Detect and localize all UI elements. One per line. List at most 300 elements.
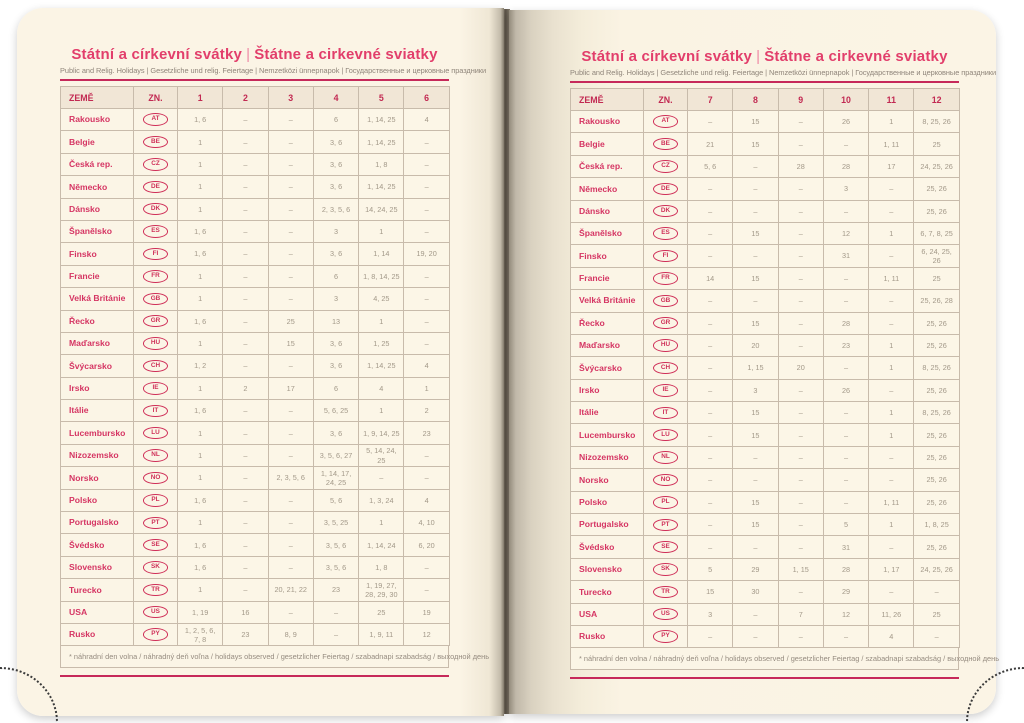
table-row <box>61 332 450 354</box>
holiday-cell: 1, 6 <box>178 400 223 422</box>
holiday-cell: 24, 25, 26 <box>914 155 959 177</box>
holiday-cell: – <box>778 491 823 513</box>
country-code-badge: GB <box>653 295 678 307</box>
holiday-cell: 1, 3, 24 <box>359 489 404 511</box>
country-code-cell <box>644 424 688 446</box>
holiday-cell: – <box>268 400 313 422</box>
country-code-badge: FI <box>143 248 168 260</box>
holiday-cell: – <box>733 178 778 200</box>
holiday-cell: 1 <box>869 424 914 446</box>
country-code-cell <box>134 198 178 220</box>
holiday-cell: – <box>223 355 268 377</box>
country-code-cell <box>644 379 688 401</box>
holiday-cell: 25 <box>914 133 959 155</box>
holiday-cell: 16 <box>223 601 268 623</box>
holiday-cell: – <box>914 625 959 647</box>
table-row <box>571 290 960 312</box>
table-row <box>571 491 960 513</box>
table-row <box>571 379 960 401</box>
holiday-cell: – <box>223 332 268 354</box>
holiday-cell: 25 <box>914 267 959 289</box>
country-code-badge: IT <box>653 407 678 419</box>
country-cell: Řecko <box>571 312 644 334</box>
holiday-cell: 3, 6 <box>313 332 358 354</box>
holiday-cell: 14 <box>688 267 733 289</box>
holiday-cell: – <box>733 469 778 491</box>
holiday-cell: 3 <box>313 288 358 310</box>
holiday-cell: 1 <box>178 198 223 220</box>
holiday-cell: – <box>688 178 733 200</box>
holiday-cell: 1 <box>869 222 914 244</box>
holiday-cell: 26 <box>823 379 868 401</box>
holiday-cell: – <box>778 133 823 155</box>
holiday-cell: 1, 19 <box>178 601 223 623</box>
table-row <box>571 111 960 133</box>
holiday-cell: – <box>223 467 268 489</box>
holiday-cell: 23 <box>223 623 268 645</box>
holiday-cell: – <box>733 200 778 222</box>
country-cell: Rakousko <box>61 109 134 131</box>
holiday-cell: – <box>404 332 449 354</box>
country-code-cell <box>644 200 688 222</box>
holiday-cell: – <box>688 446 733 468</box>
table-row <box>571 334 960 356</box>
country-cell: Polsko <box>571 491 644 513</box>
country-code-cell <box>134 422 178 444</box>
table-row <box>61 444 450 466</box>
month-column-header: 7 <box>688 89 733 111</box>
holiday-cell: 3 <box>823 178 868 200</box>
holiday-cell: – <box>688 625 733 647</box>
table-row <box>571 469 960 491</box>
table-row <box>571 200 960 222</box>
holiday-cell: 3, 5, 6 <box>313 534 358 556</box>
holiday-cell: 1, 17 <box>869 558 914 580</box>
month-column-header: 4 <box>313 87 358 109</box>
country-code-cell <box>134 512 178 534</box>
holiday-cell: – <box>223 422 268 444</box>
country-code-badge: NL <box>653 451 678 463</box>
country-code-cell <box>644 581 688 603</box>
country-code-badge: AT <box>143 113 168 125</box>
holiday-cell: 15 <box>733 312 778 334</box>
holiday-cell: – <box>778 402 823 424</box>
table-row <box>571 424 960 446</box>
holiday-cell: – <box>223 310 268 332</box>
holiday-cell: – <box>268 489 313 511</box>
holiday-cell: 6, 7, 8, 25 <box>914 222 959 244</box>
country-code-cell <box>134 332 178 354</box>
holiday-cell: – <box>778 334 823 356</box>
holiday-cell: 1, 6 <box>178 489 223 511</box>
table-row <box>571 312 960 334</box>
country-code-cell <box>644 245 688 267</box>
table-row <box>61 512 450 534</box>
holiday-cell: – <box>688 357 733 379</box>
holiday-cell: – <box>404 288 449 310</box>
table-header-row <box>571 89 960 111</box>
table-row <box>61 109 450 131</box>
holiday-cell: – <box>404 310 449 332</box>
holiday-cell: – <box>313 601 358 623</box>
holiday-cell: 1 <box>869 357 914 379</box>
country-code-cell <box>134 489 178 511</box>
month-column-header: 8 <box>733 89 778 111</box>
holiday-cell: – <box>823 267 868 289</box>
holiday-cell: 28 <box>823 558 868 580</box>
holiday-cell: 15 <box>268 332 313 354</box>
country-code-badge: TR <box>653 586 678 598</box>
country-cell: Švédsko <box>571 536 644 558</box>
holiday-cell: 15 <box>733 133 778 155</box>
country-code-cell <box>134 534 178 556</box>
country-code-cell <box>644 603 688 625</box>
country-code-badge: US <box>653 608 678 620</box>
holiday-cell: 25, 26 <box>914 446 959 468</box>
country-code-badge: AT <box>653 115 678 127</box>
holiday-cell: 23 <box>313 579 358 601</box>
holiday-cell: 3, 6 <box>313 131 358 153</box>
holiday-cell: 1, 11 <box>869 491 914 513</box>
bottom-rule <box>570 677 959 679</box>
holiday-cell: 6, 20 <box>404 534 449 556</box>
holiday-cell: 1, 6 <box>178 243 223 265</box>
country-cell: Velká Británie <box>61 288 134 310</box>
page-right <box>509 10 1000 714</box>
holiday-cell: – <box>869 200 914 222</box>
country-code-cell <box>644 267 688 289</box>
country-code-cell <box>644 558 688 580</box>
holiday-cell: 2, 3, 5, 6 <box>313 198 358 220</box>
country-code-cell <box>644 222 688 244</box>
holiday-cell: – <box>688 312 733 334</box>
holiday-cell: 1 <box>404 377 449 399</box>
country-code-badge: HU <box>653 339 678 351</box>
country-cell: Rakousko <box>571 111 644 133</box>
holiday-cell: 12 <box>404 623 449 645</box>
country-cell: Itálie <box>61 400 134 422</box>
country-code-badge: PL <box>653 496 678 508</box>
holiday-cell: 1 <box>178 579 223 601</box>
holiday-cell: 20 <box>778 357 823 379</box>
holiday-cell: 1, 19, 27, 28, 29, 30 <box>359 579 404 601</box>
country-cell: Polsko <box>61 489 134 511</box>
country-code-cell <box>134 556 178 578</box>
country-code-cell <box>134 444 178 466</box>
page-title <box>570 48 959 65</box>
holiday-cell: 12 <box>823 603 868 625</box>
country-code-cell <box>134 265 178 287</box>
holiday-cell: – <box>778 222 823 244</box>
holiday-cell: 1, 6 <box>178 109 223 131</box>
country-cell: Norsko <box>571 469 644 491</box>
country-code-badge: FR <box>143 270 168 282</box>
country-cell: Lucembursko <box>571 424 644 446</box>
month-column-header: 3 <box>268 87 313 109</box>
holiday-cell: 1 <box>178 512 223 534</box>
holiday-cell: 19 <box>404 601 449 623</box>
holiday-cell: – <box>404 198 449 220</box>
country-cell: Turecko <box>571 581 644 603</box>
holiday-cell: 4 <box>359 377 404 399</box>
holiday-cell: 28 <box>778 155 823 177</box>
country-code-badge: NO <box>143 472 168 484</box>
holiday-cell: – <box>223 109 268 131</box>
holiday-cell: 31 <box>823 245 868 267</box>
country-code-cell <box>134 467 178 489</box>
holiday-cell: 4, 25 <box>359 288 404 310</box>
country-code-cell <box>644 491 688 513</box>
holiday-cell: – <box>223 556 268 578</box>
holiday-cell: – <box>404 467 449 489</box>
country-code-badge: DK <box>653 205 678 217</box>
holiday-cell: – <box>778 469 823 491</box>
holiday-cell: 28 <box>823 312 868 334</box>
holiday-cell: 6 <box>313 265 358 287</box>
holiday-cell: – <box>223 444 268 466</box>
month-column-header: 2 <box>223 87 268 109</box>
title-czech: Státní a církevní svátky <box>71 46 243 63</box>
holiday-cell: 5, 6, 25 <box>313 400 358 422</box>
table-row <box>61 198 450 220</box>
country-cell: Slovensko <box>61 556 134 578</box>
country-code-cell <box>644 625 688 647</box>
holiday-cell: 4 <box>404 109 449 131</box>
holiday-cell: 3, 6 <box>313 153 358 175</box>
holiday-cell: 2, 3, 5, 6 <box>268 467 313 489</box>
table-row <box>61 220 450 242</box>
country-cell: USA <box>61 601 134 623</box>
holiday-cell: – <box>223 153 268 175</box>
table-row <box>571 514 960 536</box>
table-row <box>571 245 960 267</box>
country-code-cell <box>134 377 178 399</box>
holiday-cell: 1, 15 <box>778 558 823 580</box>
holiday-cell: – <box>688 469 733 491</box>
holiday-cell: – <box>778 312 823 334</box>
holiday-cell: 25, 26 <box>914 200 959 222</box>
holiday-cell: 31 <box>823 536 868 558</box>
holiday-cell: 8, 25, 26 <box>914 357 959 379</box>
holiday-cell: – <box>869 446 914 468</box>
country-code-badge: SE <box>653 541 678 553</box>
country-code-badge: PY <box>653 630 678 642</box>
month-column-header: 12 <box>914 89 959 111</box>
holiday-cell: 15 <box>733 491 778 513</box>
holiday-cell: 1, 25 <box>359 332 404 354</box>
month-column-header: 6 <box>404 87 449 109</box>
holiday-cell: – <box>688 379 733 401</box>
country-cell: Rusko <box>61 623 134 645</box>
holiday-cell: – <box>688 334 733 356</box>
country-code-cell <box>644 133 688 155</box>
holiday-cell: 1 <box>178 176 223 198</box>
page-title <box>60 46 449 63</box>
holiday-cell: 5, 6 <box>688 155 733 177</box>
country-code-cell <box>644 178 688 200</box>
holiday-cell: – <box>688 424 733 446</box>
country-cell: Finsko <box>571 245 644 267</box>
country-cell: USA <box>571 603 644 625</box>
holiday-cell: – <box>778 267 823 289</box>
country-cell: Švýcarsko <box>61 355 134 377</box>
country-code-cell <box>644 357 688 379</box>
country-code-badge: HU <box>143 337 168 349</box>
table-row <box>61 377 450 399</box>
holiday-cell: – <box>268 131 313 153</box>
holiday-cell: 2 <box>223 377 268 399</box>
holiday-cell: – <box>268 422 313 444</box>
holiday-cell: – <box>223 579 268 601</box>
holiday-cell: – <box>268 153 313 175</box>
country-code-badge: NO <box>653 474 678 486</box>
country-code-cell <box>134 220 178 242</box>
holiday-cell: 1, 2 <box>178 355 223 377</box>
country-code-badge: CH <box>143 360 168 372</box>
title-slovak: Štátne a cirkevné sviatky <box>254 46 438 63</box>
table-row <box>571 178 960 200</box>
holiday-cell: 11, 26 <box>869 603 914 625</box>
holiday-cell: – <box>268 444 313 466</box>
holiday-cell: 5 <box>688 558 733 580</box>
country-code-cell <box>644 536 688 558</box>
country-code-badge: US <box>143 606 168 618</box>
holiday-cell: – <box>869 245 914 267</box>
holiday-cell: 1, 6 <box>178 220 223 242</box>
table-row <box>571 446 960 468</box>
holiday-cell: – <box>688 222 733 244</box>
holiday-cell: – <box>823 357 868 379</box>
holiday-cell: 25, 26 <box>914 536 959 558</box>
holiday-cell: – <box>688 491 733 513</box>
holiday-cell: 5, 14, 24, 25 <box>359 444 404 466</box>
top-rule <box>60 79 449 81</box>
country-code-badge: PL <box>143 494 168 506</box>
country-code-cell <box>134 176 178 198</box>
country-code-badge: LU <box>653 429 678 441</box>
holiday-cell: – <box>823 402 868 424</box>
holiday-cell: – <box>268 534 313 556</box>
holiday-cell: 25, 26 <box>914 491 959 513</box>
holiday-cell: 14, 24, 25 <box>359 198 404 220</box>
holiday-cell: 4, 10 <box>404 512 449 534</box>
holiday-cell: 1 <box>869 111 914 133</box>
holiday-cell: 17 <box>268 377 313 399</box>
holiday-cell: 1, 8, 14, 25 <box>359 265 404 287</box>
country-code-cell <box>644 312 688 334</box>
country-cell: Irsko <box>61 377 134 399</box>
country-code-cell <box>644 446 688 468</box>
holiday-cell: – <box>404 131 449 153</box>
holiday-cell: – <box>733 290 778 312</box>
holidays-table-right <box>570 88 960 648</box>
country-code-badge: PT <box>653 519 678 531</box>
holiday-cell: 28 <box>823 155 868 177</box>
country-code-cell <box>134 400 178 422</box>
holiday-cell: 25 <box>268 310 313 332</box>
country-code-badge: CH <box>653 362 678 374</box>
holiday-cell: 3, 5, 25 <box>313 512 358 534</box>
holiday-cell: 1 <box>178 288 223 310</box>
holiday-cell: 3, 5, 6 <box>313 556 358 578</box>
page-subtitle: Public and Relig. Holidays | Gesetzliche und relig. Feiertage | Nemzetközi ünnepnapok | Государственные и церковные праздники <box>570 68 997 77</box>
country-code-cell <box>134 288 178 310</box>
holiday-cell: 25 <box>914 603 959 625</box>
country-cell: Turecko <box>61 579 134 601</box>
country-code-cell <box>134 109 178 131</box>
country-code-cell <box>134 310 178 332</box>
country-code-badge: DK <box>143 203 168 215</box>
country-code-badge: DE <box>653 183 678 195</box>
holiday-cell: 6 <box>313 109 358 131</box>
country-cell: Itálie <box>571 402 644 424</box>
country-cell: Belgie <box>571 133 644 155</box>
country-code-cell <box>644 469 688 491</box>
country-code-cell <box>134 153 178 175</box>
holiday-cell: – <box>733 536 778 558</box>
holiday-cell: – <box>914 581 959 603</box>
table-row <box>61 310 450 332</box>
top-rule <box>570 81 959 83</box>
country-code-badge: CZ <box>653 160 678 172</box>
holiday-cell: – <box>223 534 268 556</box>
country-code-badge: GR <box>143 315 168 327</box>
holiday-cell: 25, 26 <box>914 334 959 356</box>
month-column-header: 11 <box>869 89 914 111</box>
holiday-cell: 23 <box>404 422 449 444</box>
country-code-badge: FR <box>653 272 678 284</box>
holiday-cell: – <box>778 514 823 536</box>
country-code-cell <box>644 514 688 536</box>
country-cell: Belgie <box>61 131 134 153</box>
holiday-cell: 2 <box>404 400 449 422</box>
holiday-cell: – <box>404 444 449 466</box>
month-column-header: 9 <box>778 89 823 111</box>
holiday-cell: 1, 14, 25 <box>359 355 404 377</box>
holiday-cell: 25 <box>359 601 404 623</box>
holiday-cell: 3, 6 <box>313 243 358 265</box>
holiday-cell: – <box>268 512 313 534</box>
table-row <box>61 243 450 265</box>
country-code-cell <box>134 243 178 265</box>
holiday-cell: – <box>268 601 313 623</box>
country-cell: Rusko <box>571 625 644 647</box>
country-cell: Francie <box>571 267 644 289</box>
table-row <box>61 534 450 556</box>
title-czech: Státní a církevní svátky <box>581 48 753 65</box>
holiday-cell: – <box>688 111 733 133</box>
table-row <box>61 153 450 175</box>
holiday-cell: 1, 8, 25 <box>914 514 959 536</box>
page-left-content <box>60 8 490 677</box>
holiday-cell: – <box>869 581 914 603</box>
holiday-cell: 7 <box>778 603 823 625</box>
holiday-cell: – <box>869 178 914 200</box>
holiday-cell: 1, 9, 14, 25 <box>359 422 404 444</box>
holiday-cell: – <box>688 514 733 536</box>
country-cell: Švédsko <box>61 534 134 556</box>
holiday-cell: 4 <box>869 625 914 647</box>
holiday-cell: – <box>404 176 449 198</box>
month-column-header: 1 <box>178 87 223 109</box>
holiday-cell: – <box>778 290 823 312</box>
holiday-cell: 8, 9 <box>268 623 313 645</box>
holiday-cell: 1, 6 <box>178 556 223 578</box>
title-divider: | <box>756 48 761 65</box>
holiday-cell: 1 <box>359 400 404 422</box>
holiday-cell: 20 <box>733 334 778 356</box>
holiday-cell: 1 <box>178 377 223 399</box>
